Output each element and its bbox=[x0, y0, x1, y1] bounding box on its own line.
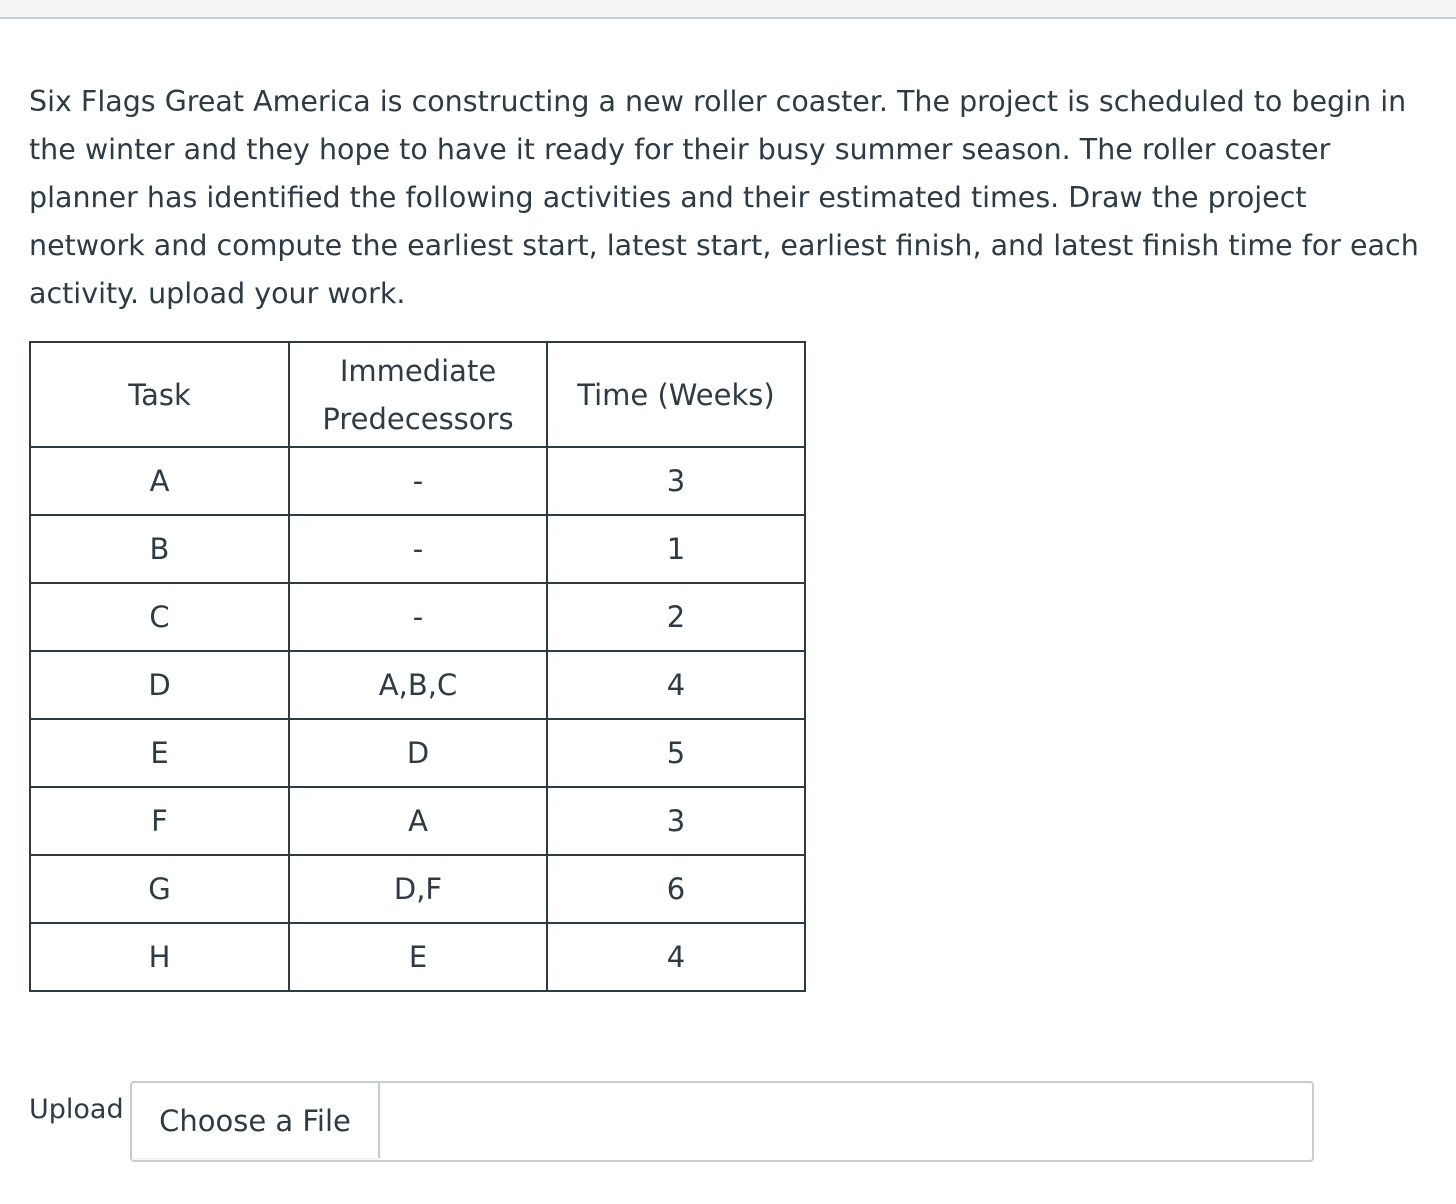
header-time: Time (Weeks) bbox=[547, 342, 805, 447]
table-row bbox=[30, 923, 805, 991]
header-predecessors-line1: Immediate bbox=[339, 353, 497, 388]
table-row bbox=[30, 447, 805, 515]
header-predecessors-line2: Predecessors bbox=[322, 401, 514, 436]
cell-predecessors: E bbox=[289, 923, 547, 991]
file-upload-field[interactable] bbox=[130, 1081, 1314, 1162]
cell-predecessors: D,F bbox=[289, 855, 547, 923]
cell-predecessors: - bbox=[289, 447, 547, 515]
cell-task: D bbox=[30, 651, 289, 719]
table-header-row bbox=[30, 342, 805, 447]
cell-task: E bbox=[30, 719, 289, 787]
cell-predecessors: D bbox=[289, 719, 547, 787]
table-row bbox=[30, 583, 805, 651]
choose-file-button[interactable]: Choose a File bbox=[132, 1083, 380, 1158]
table-row bbox=[30, 651, 805, 719]
cell-time: 3 bbox=[547, 787, 805, 855]
table-row bbox=[30, 855, 805, 923]
cell-task: G bbox=[30, 855, 289, 923]
table-row bbox=[30, 515, 805, 583]
cell-time: 4 bbox=[547, 651, 805, 719]
table-row bbox=[30, 719, 805, 787]
header-predecessors bbox=[289, 342, 547, 447]
cell-time: 6 bbox=[547, 855, 805, 923]
cell-time: 5 bbox=[547, 719, 805, 787]
cell-task: A bbox=[30, 447, 289, 515]
cell-time: 4 bbox=[547, 923, 805, 991]
header-task: Task bbox=[30, 342, 289, 447]
upload-label: Upload bbox=[29, 1094, 124, 1125]
cell-predecessors: - bbox=[289, 583, 547, 651]
cell-time: 2 bbox=[547, 583, 805, 651]
cell-predecessors: - bbox=[289, 515, 547, 583]
cell-predecessors: A bbox=[289, 787, 547, 855]
cell-task: F bbox=[30, 787, 289, 855]
cell-time: 1 bbox=[547, 515, 805, 583]
cell-task: B bbox=[30, 515, 289, 583]
question-text: Six Flags Great America is constructing a new roller coaster. The project is scheduled to begin in the winter and they hope to have it ready for their busy summer season. The roller coaster planner has identified the following activities and their estimated times. Draw the project network and compute the earliest start, latest start, earliest finish, and latest finish time for each activity. upload your work. bbox=[29, 85, 1419, 310]
cell-time: 3 bbox=[547, 447, 805, 515]
cell-predecessors: A,B,C bbox=[289, 651, 547, 719]
activity-table bbox=[29, 341, 806, 992]
cell-task: C bbox=[30, 583, 289, 651]
cell-task: H bbox=[30, 923, 289, 991]
table-row bbox=[30, 787, 805, 855]
top-divider bbox=[0, 0, 1456, 19]
